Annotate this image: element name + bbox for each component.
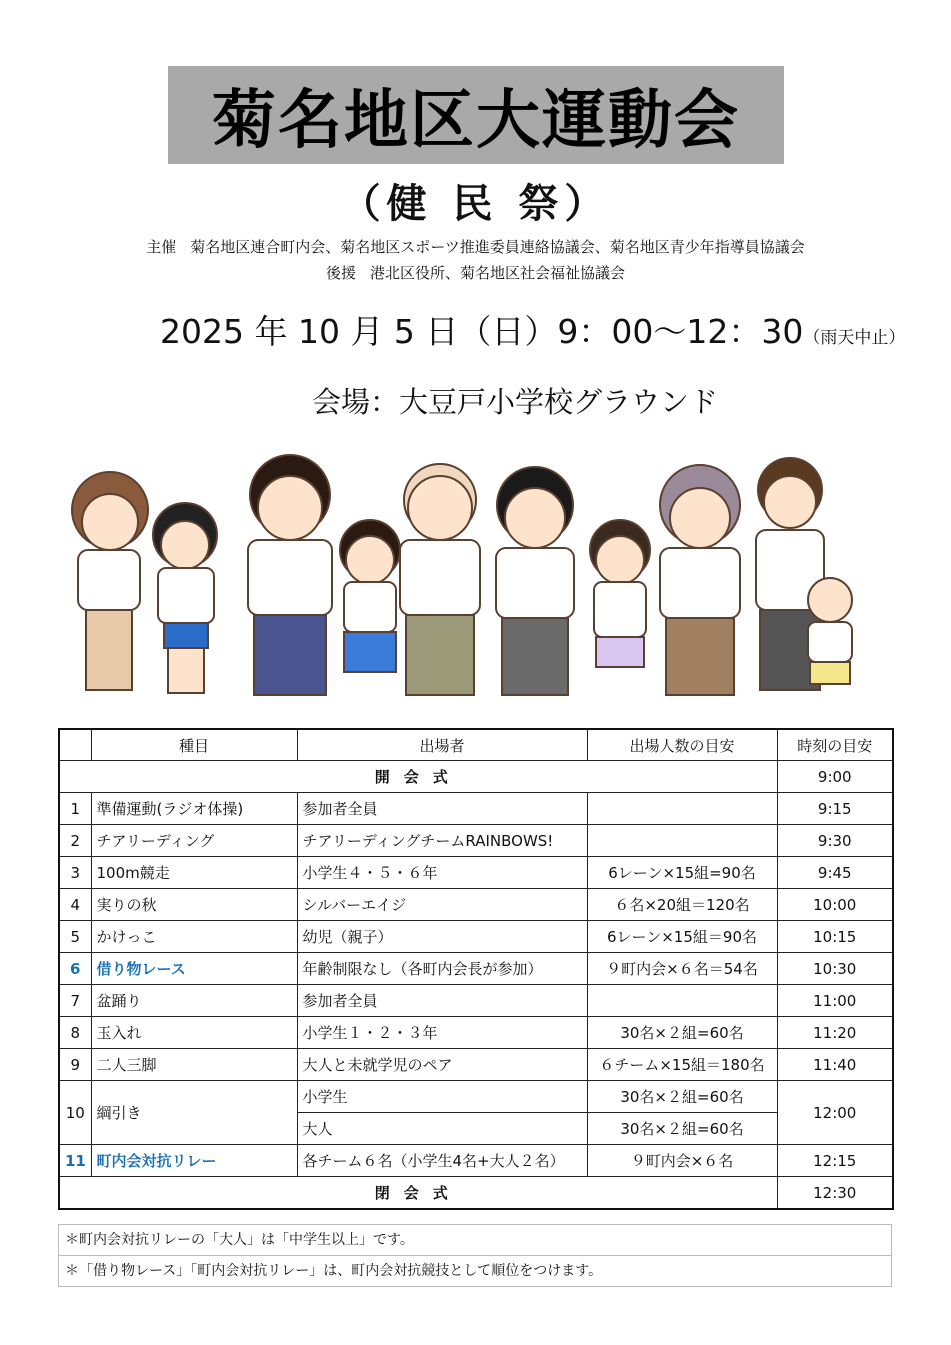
row-count: ９町内会×６名＝54名: [587, 953, 777, 985]
row-event: 準備運動(ラジオ体操): [91, 793, 297, 825]
organizer-line: [0, 236, 951, 257]
header-time: 時刻の目安: [777, 729, 893, 761]
row-participants: 幼児（親子）: [297, 921, 587, 953]
relay-participants: 各チーム６名（小学生4名+大人２名）: [297, 1145, 587, 1177]
relay-time: 12:15: [777, 1145, 893, 1177]
row-num: 9: [59, 1049, 91, 1081]
row-num: 5: [59, 921, 91, 953]
row-num: 2: [59, 825, 91, 857]
table-row: [59, 921, 893, 953]
row-time: 10:30: [777, 953, 893, 985]
tug-count-2: 30名×２組=60名: [587, 1113, 777, 1145]
table-row: [59, 825, 893, 857]
row-count: [587, 825, 777, 857]
schedule-table: [58, 728, 894, 1210]
supporter-line: [0, 262, 951, 283]
table-row: [59, 857, 893, 889]
header-event: 種目: [91, 729, 297, 761]
header-count: 出場人数の目安: [587, 729, 777, 761]
row-count: 30名×２組=60名: [587, 1017, 777, 1049]
row-participants: 参加者全員: [297, 793, 587, 825]
relay-event: 町内会対抗リレー: [91, 1145, 297, 1177]
date-main: 2025 年 10 月 5 日（日）9：00～12：30: [160, 312, 804, 351]
row-event: 盆踊り: [91, 985, 297, 1017]
row-time: 9:15: [777, 793, 893, 825]
relay-count: ９町内会×６名: [587, 1145, 777, 1177]
tug-time: 12:00: [777, 1081, 893, 1145]
row-num: 8: [59, 1017, 91, 1049]
tug-participants-1: 小学生: [297, 1081, 587, 1113]
row-time: 11:40: [777, 1049, 893, 1081]
support-text: 港北区役所、菊名地区社会福祉協議会: [370, 264, 626, 282]
row-time: 10:15: [777, 921, 893, 953]
venue: 会場：大豆戸小学校グラウンド: [312, 385, 719, 419]
table-row: [59, 793, 893, 825]
row-event: かけっこ: [91, 921, 297, 953]
opening-label: 開会式: [59, 761, 777, 793]
row-count: 6レーン×15組=90名: [587, 857, 777, 889]
row-participants: 小学生１・２・３年: [297, 1017, 587, 1049]
table-row: [59, 985, 893, 1017]
row-participants: チアリーディングチームRAINBOWS!: [297, 825, 587, 857]
row-participants: 大人と未就学児のペア: [297, 1049, 587, 1081]
row-time: 10:00: [777, 889, 893, 921]
host-text: 菊名地区連合町内会、菊名地区スポーツ推進委員連絡協議会、菊名地区青少年指導員協議会: [190, 238, 805, 256]
row-event: 玉入れ: [91, 1017, 297, 1049]
opening-time: 9:00: [777, 761, 893, 793]
relay-num: 11: [59, 1145, 91, 1177]
closing-label: 閉会式: [59, 1177, 777, 1210]
tug-num: 10: [59, 1081, 91, 1145]
closing-time: 12:30: [777, 1177, 893, 1210]
table-row: [59, 953, 893, 985]
table-row-relay: [59, 1145, 893, 1177]
closing-row: [59, 1177, 893, 1210]
table-row: [59, 1017, 893, 1049]
title-banner: [168, 66, 784, 164]
tug-participants-2: 大人: [297, 1113, 587, 1145]
row-num: 3: [59, 857, 91, 889]
table-row-tug-1: [59, 1081, 893, 1113]
rain-note: （雨天中止）: [803, 328, 906, 348]
page-title: 菊名地区大運動会: [212, 84, 740, 158]
table-row: [59, 1049, 893, 1081]
row-time: 11:00: [777, 985, 893, 1017]
row-participants: シルバーエイジ: [297, 889, 587, 921]
table-row: [59, 889, 893, 921]
table-header-row: [59, 729, 893, 761]
row-num: 1: [59, 793, 91, 825]
row-event: 実りの秋: [91, 889, 297, 921]
row-time: 9:45: [777, 857, 893, 889]
row-num: 4: [59, 889, 91, 921]
row-event: 二人三脚: [91, 1049, 297, 1081]
row-participants: 年齢制限なし（各町内会長が参加）: [297, 953, 587, 985]
tug-count-1: 30名×２組=60名: [587, 1081, 777, 1113]
family-illustration: [60, 440, 900, 715]
row-time: 11:20: [777, 1017, 893, 1049]
row-event: 100m競走: [91, 857, 297, 889]
row-time: 9:30: [777, 825, 893, 857]
event-date: [160, 306, 905, 353]
row-event: チアリーディング: [91, 825, 297, 857]
row-count: 6レーン×15組＝90名: [587, 921, 777, 953]
row-participants: 小学生４・５・６年: [297, 857, 587, 889]
event-rows: [59, 793, 893, 1081]
notes: [58, 1224, 892, 1287]
row-count: [587, 985, 777, 1017]
row-num: 7: [59, 985, 91, 1017]
row-event: 借り物レース: [91, 953, 297, 985]
opening-row: [59, 761, 893, 793]
row-num: 6: [59, 953, 91, 985]
host-label: 主催: [146, 238, 177, 256]
row-participants: 参加者全員: [297, 985, 587, 1017]
support-label: 後援: [325, 264, 356, 282]
note-2: ＊「借り物レース」「町内会対抗リレー」は、町内会対抗競技として順位をつけます。: [58, 1256, 892, 1287]
row-count: ６チーム×15組＝180名: [587, 1049, 777, 1081]
note-1: ＊町内会対抗リレーの「大人」は「中学生以上」です。: [58, 1224, 892, 1256]
tug-event: 綱引き: [91, 1081, 297, 1145]
row-count: [587, 793, 777, 825]
header-num: [59, 729, 91, 761]
row-count: ６名×20組＝120名: [587, 889, 777, 921]
header-participants: 出場者: [297, 729, 587, 761]
subtitle: （健 民 祭）: [340, 181, 611, 227]
